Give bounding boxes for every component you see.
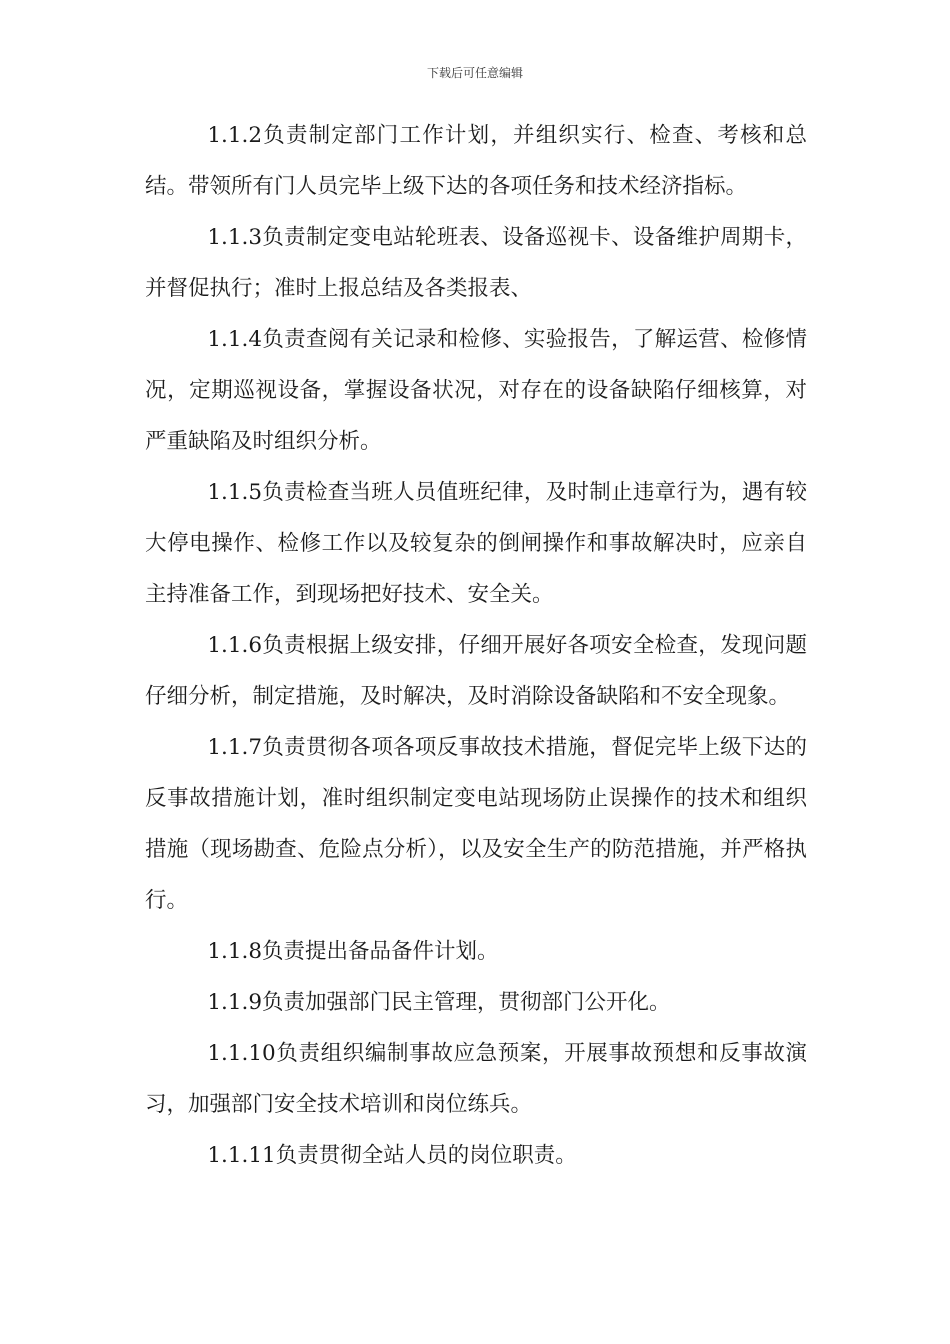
paragraph-1-1-10: 1.1.10负责组织编制事故应急预案，开展事故预想和反事故演习，加强部门安全技术培训和岗位练兵。 [145,1041,807,1117]
paragraph-1-1-4: 1.1.4负责查阅有关记录和检修、实验报告，了解运营、检修情况，定期巡视设备，掌握设备状况，对存在的设备缺陷仔细核算，对严重缺陷及时组织分析。 [145,327,807,454]
paragraph-1-1-8: 1.1.8负责提出备品备件计划。 [207,939,499,964]
paragraph-1-1-7: 1.1.7负责贯彻各项各项反事故技术措施，督促完毕上级下达的反事故措施计划，准时组织制定变电站现场防止误操作的技术和组织措施（现场勘查、危险点分析），以及安全生产的防范措施，并严格执行。 [145,735,807,913]
paragraph-1-1-2: 1.1.2负责制定部门工作计划，并组织实行、检查、考核和总结。带领所有门人员完毕上级下达的各项任务和技术经济指标。 [145,123,807,199]
document-body [145,110,807,1181]
paragraph-1-1-11: 1.1.11负责贯彻全站人员的岗位职责。 [207,1143,577,1168]
paragraph-1-1-6: 1.1.6负责根据上级安排，仔细开展好各项安全检查，发现问题仔细分析，制定措施，及时解决，及时消除设备缺陷和不安全现象。 [145,633,807,709]
paragraph-1-1-3: 1.1.3负责制定变电站轮班表、设备巡视卡、设备维护周期卡，并督促执行；准时上报总结及各类报表、 [145,225,807,301]
paragraph-1-1-5: 1.1.5负责检查当班人员值班纪律，及时制止违章行为，遇有较大停电操作、检修工作以及较复杂的倒闸操作和事故解决时，应亲自主持准备工作，到现场把好技术、安全关。 [145,480,807,607]
paragraph-1-1-9: 1.1.9负责加强部门民主管理，贯彻部门公开化。 [207,990,671,1015]
page-header: 下载后可任意编辑 [426,66,523,80]
